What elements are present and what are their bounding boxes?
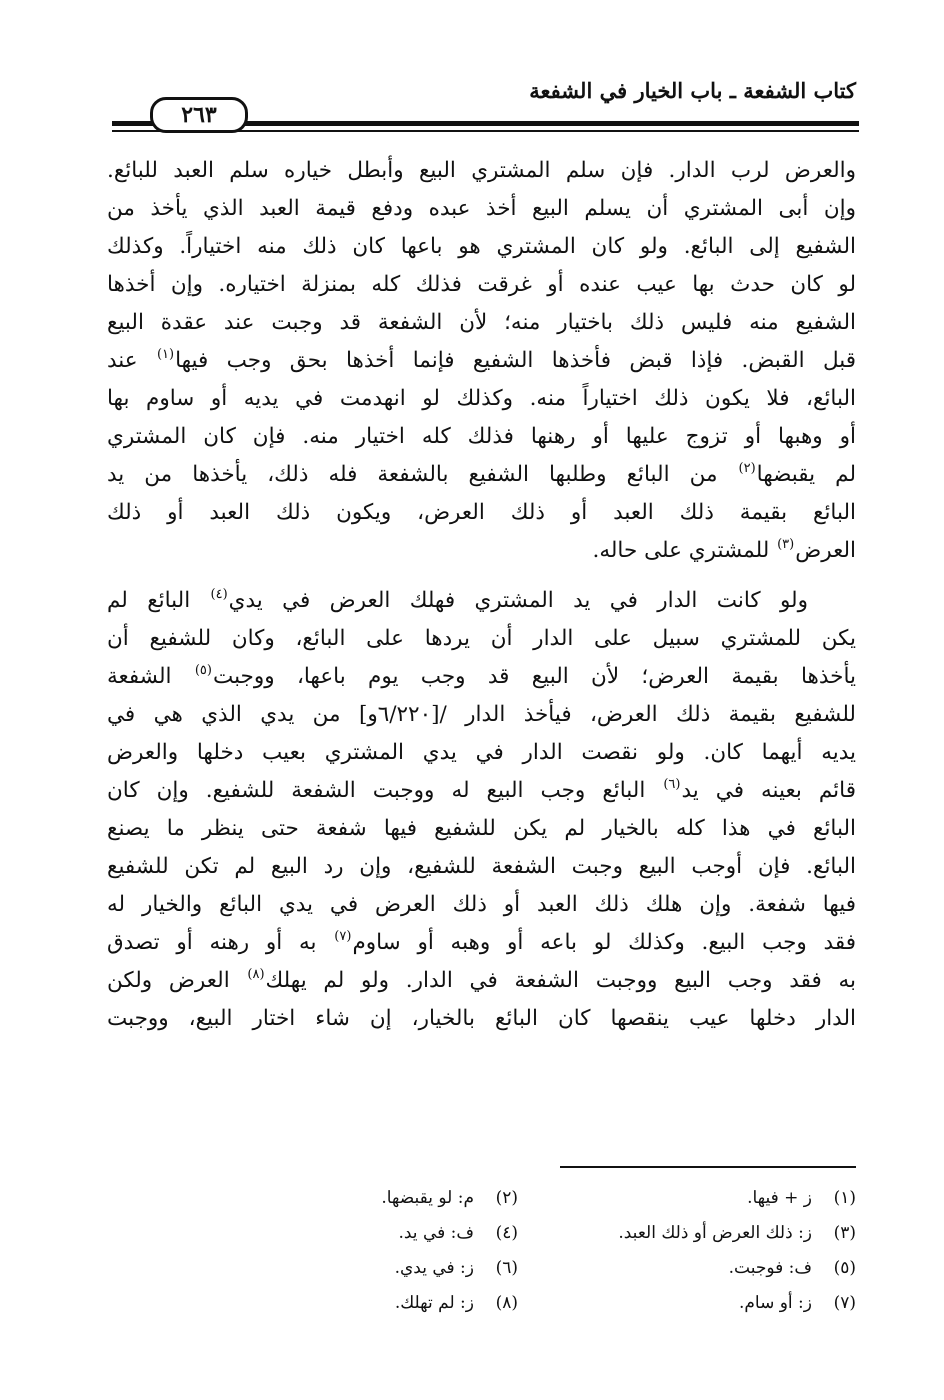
text-line <box>107 582 856 620</box>
footnote-2 <box>180 1180 518 1215</box>
footnote-marker[interactable]: (٥) <box>194 663 212 678</box>
text-line: يكن للمشتري سبيل على الدار أن يردها على البائع، وكان للشفيع أن <box>107 626 856 651</box>
text-line: فيها شفعة. وإن هلك ذلك العبد أو ذلك العرض في يدي البائع والخيار له <box>107 892 856 917</box>
footnote-number: (١) <box>833 1187 856 1208</box>
footnote-text: ز: في يدي. <box>394 1257 474 1278</box>
text-line: والعرض لرب الدار. فإن سلم المشتري البيع وأبطل خياره سلم العبد للبائع. <box>107 158 856 183</box>
body-text <box>107 152 856 1038</box>
text-segment: به فقد وجب البيع ووجبت الشفعة في الدار. ولو لم يهلك <box>265 968 856 993</box>
page-number: ٢٦٣ <box>181 102 217 128</box>
footnote-text: ز: أو سام. <box>738 1292 812 1313</box>
text-segment: للمشتري على حاله. <box>592 538 777 563</box>
footnote-4 <box>180 1215 518 1250</box>
text-line <box>107 772 856 810</box>
footnote-marker[interactable]: (٢) <box>738 461 756 476</box>
text-line <box>107 532 856 570</box>
text-segment: العرض <box>795 538 856 563</box>
footnote-number: (٤) <box>495 1222 518 1243</box>
footnote-number: (٧) <box>833 1292 856 1313</box>
text-segment: لم يقبضها <box>756 462 856 487</box>
text-segment: عند <box>107 348 156 373</box>
text-segment: البائع لم <box>107 588 210 613</box>
text-segment: به أو رهنه أو تصدق <box>107 930 334 955</box>
text-line: البائع بقيمة ذلك العبد أو ذلك العرض، ويكون ذلك العبد أو ذلك <box>107 500 856 525</box>
footnote-number: (٦) <box>495 1257 518 1278</box>
footnote-7 <box>518 1285 856 1320</box>
text-segment: العرض ولكن <box>107 968 247 993</box>
text-line: الشفيع إلى البائع. ولو كان المشتري هو باعها كان ذلك منه اختياراً. وكذلك <box>107 234 856 259</box>
text-segment: ولو كانت الدار في يد المشتري فهلك العرض في يدي <box>228 588 808 613</box>
text-line: البائع. فإن أوجب البيع وجبت الشفعة للشفيع، وإن رد البيع لم تكن للشفيع <box>107 854 856 879</box>
text-line <box>107 962 856 1000</box>
footnote-8 <box>180 1285 518 1320</box>
footnote-text: ف: فوجبت. <box>728 1257 812 1278</box>
footnote-number: (٨) <box>495 1292 518 1313</box>
text-line <box>107 924 856 962</box>
text-line: وإن أبى المشتري أن يسلم البيع أخذ عبده ودفع قيمة العبد الذي يأخذ من <box>107 196 856 221</box>
footnote-text: م: لو يقبضها. <box>381 1187 474 1208</box>
footnote-number: (٥) <box>833 1257 856 1278</box>
text-line: أو وهبها أو تزوج عليها أو رهنها فذلك كله اختيار منه. فإن كان المشتري <box>107 424 856 449</box>
footnote-text: ف: في يد. <box>398 1222 474 1243</box>
text-segment: البائع وجب البيع له ووجبت الشفعة للشفيع. وإن كان <box>107 778 663 803</box>
text-segment: الشفعة <box>107 664 194 689</box>
text-line <box>107 342 856 380</box>
footnote-marker[interactable]: (٨) <box>247 967 265 982</box>
footnote-text: ز: ذلك العرض أو ذلك العبد. <box>618 1222 812 1243</box>
footnote-text: ز + فيها. <box>747 1187 812 1208</box>
page-number-frame <box>150 97 248 133</box>
text-segment: من البائع وطلبها الشفيع بالشفعة فله ذلك، يأخذها من يد <box>107 462 738 487</box>
footnote-number: (٢) <box>495 1187 518 1208</box>
text-segment: يأخذها بقيمة العرض؛ لأن البيع قد وجب يوم باعها، ووجبت <box>212 664 856 689</box>
footnote-marker[interactable]: (١) <box>156 347 175 362</box>
text-line <box>107 456 856 494</box>
footnote-marker[interactable]: (٣) <box>777 537 795 552</box>
footnote-5 <box>518 1250 856 1285</box>
footnote-text: ز: لم تهلك. <box>394 1292 474 1313</box>
text-line: الشفيع منه فليس ذلك باختيار منه؛ لأن الشفعة قد وجبت عند عقدة البيع <box>107 310 856 335</box>
text-line <box>107 658 856 696</box>
text-segment: فقد وجب البيع. وكذلك لو باعه أو وهبه أو ساوم <box>352 930 856 955</box>
footnotes <box>180 1180 856 1320</box>
footnote-1 <box>518 1180 856 1215</box>
text-segment: قائم بعينه في يد <box>681 778 856 803</box>
text-segment: قبل القبض. فإذا قبض فأخذها الشفيع فإنما أخذها بحق وجب فيها <box>175 348 856 373</box>
text-line: البائع، فلا يكون ذلك اختياراً منه. وكذلك لو انهدمت في يديه أو ساوم بها <box>107 386 856 411</box>
text-line: يديه أيهما كان. ولو نقصت الدار في يدي المشتري بعيب دخلها والعرض <box>107 740 856 765</box>
footnote-marker[interactable]: (٦) <box>663 777 681 792</box>
footnote-marker[interactable]: (٧) <box>334 929 352 944</box>
footnote-3 <box>518 1215 856 1250</box>
text-line: الدار دخلها عيب ينقصها كان البائع بالخيار، إن شاء اختار البيع، ووجبت <box>107 1006 856 1031</box>
text-line: البائع في هذا كله بالخيار لم يكن للشفيع فيها شفعة حتى ينظر ما يصنع <box>107 816 856 841</box>
text-line: للشفيع بقيمة ذلك العرض، فيأخذ الدار /[٦/٢٢٠و] من يدي الذي هي في <box>107 702 856 727</box>
footnote-marker[interactable]: (٤) <box>210 587 228 602</box>
footnote-separator <box>560 1166 856 1168</box>
footnote-number: (٣) <box>833 1222 856 1243</box>
footnote-6 <box>180 1250 518 1285</box>
running-head: كتاب الشفعة ـ باب الخيار في الشفعة <box>529 78 856 103</box>
text-line: لو كان حدث بها عيب عنده أو غرقت فذلك كله بمنزلة اختياره. وإن أخذها <box>107 272 856 297</box>
